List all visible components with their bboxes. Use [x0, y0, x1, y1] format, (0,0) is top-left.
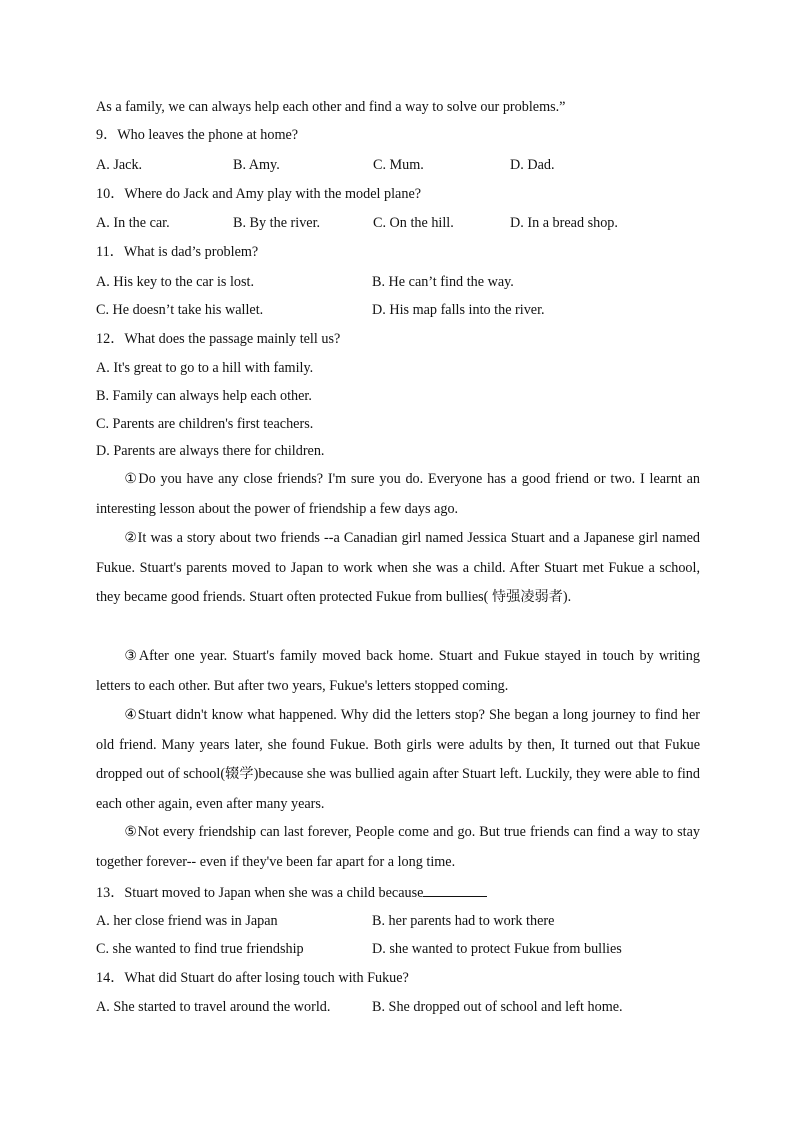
answer-blank	[423, 882, 487, 897]
q9-option-b: B. Amy.	[233, 157, 280, 173]
question-10-stem: 10．Where do Jack and Amy play with the model plane?	[96, 186, 422, 202]
q9-option-a: A. Jack.	[96, 157, 143, 173]
q12-option-a: A. It's great to go to a hill with family.	[96, 360, 314, 376]
q12-option-b: B. Family can always help each other.	[96, 388, 312, 404]
question-13-stem	[96, 882, 487, 902]
q13-option-d: D. she wanted to protect Fukue from bullies	[372, 941, 622, 957]
q13-option-a: A. her close friend was in Japan	[96, 913, 278, 929]
passage-paragraph-1: ①Do you have any close friends? I'm sure you do. Everyone has a good friend or two. I learnt an interesting lesson about the power of friendship a few days ago.	[96, 471, 700, 517]
q14-option-a: A. She started to travel around the world.	[96, 999, 331, 1015]
q10-option-d: D. In a bread shop.	[510, 215, 618, 231]
q9-option-d: D. Dad.	[510, 157, 555, 173]
q12-option-c: C. Parents are children's first teachers.	[96, 416, 314, 432]
q11-option-b: B. He can’t find the way.	[372, 274, 514, 290]
q12-option-d: D. Parents are always there for children.	[96, 443, 325, 459]
question-14-stem: 14．What did Stuart do after losing touch with Fukue?	[96, 970, 409, 986]
q13-option-c: C. she wanted to find true friendship	[96, 941, 304, 957]
q9-option-c: C. Mum.	[373, 157, 424, 173]
q10-option-b: B. By the river.	[233, 215, 321, 231]
question-9-stem: 9．Who leaves the phone at home?	[96, 127, 299, 143]
passage-paragraph-5: ⑤Not every friendship can last forever, People come and go. But true friends can find a way to stay together forever-- even if they've been far apart for a long time.	[96, 824, 700, 870]
question-11-stem: 11．What is dad’s problem?	[96, 244, 259, 260]
passage-paragraph-3: ③After one year. Stuart's family moved back home. Stuart and Fukue stayed in touch by writing letters to each other. But after two years, Fukue's letters stopped coming.	[96, 648, 700, 694]
q10-option-c: C. On the hill.	[373, 215, 454, 231]
intro-line: As a family, we can always help each other and find a way to solve our problems.”	[96, 99, 566, 115]
q10-option-a: A. In the car.	[96, 215, 170, 231]
passage-paragraph-4: ④Stuart didn't know what happened. Why did the letters stop? She began a long journey to find her old friend. Many years later, she found Fukue. Both girls were adults by then, It turned out that Fukue dropped out of school(辍学)because she was bullied again after Stuart left. Luckily, they were able to find each other again, even after many years.	[96, 707, 700, 812]
question-12-stem: 12．What does the passage mainly tell us?	[96, 331, 341, 347]
q14-option-b: B. She dropped out of school and left home.	[372, 999, 623, 1015]
passage-paragraph-2: ②It was a story about two friends --a Canadian girl named Jessica Stuart and a Japanese girl named Fukue. Stuart's parents moved to Japan to work when she was a child. After Stuart met Fukue a school, they became good friends. Stuart often protected Fukue from bullies( 恃强凌弱者).	[96, 530, 700, 605]
q13-option-b: B. her parents had to work there	[372, 913, 555, 929]
question-13-text: 13．Stuart moved to Japan when she was a child because	[96, 885, 424, 901]
q11-option-d: D. His map falls into the river.	[372, 302, 545, 318]
q11-option-c: C. He doesn’t take his wallet.	[96, 302, 264, 318]
q11-option-a: A. His key to the car is lost.	[96, 274, 255, 290]
